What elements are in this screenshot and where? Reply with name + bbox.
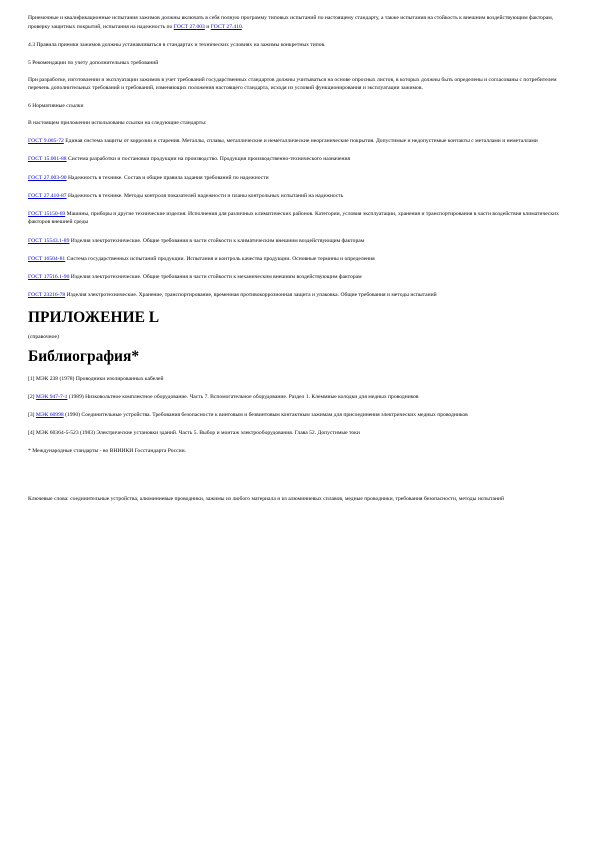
keywords: Ключевые слова: соединительные устройства, алюминиевые проводники, зажимы из любого материала и из алюминиевых сплавов, медные проводники, требования безопасности, методы испытаний (28, 495, 505, 502)
reference-link[interactable]: ГОСТ 16504-81 (28, 255, 66, 262)
bibliography-title: Библиография* (28, 348, 140, 365)
reference-item: ГОСТ 15.001-88 Система разработки и постановки продукции на производство. Продукция производственно-технического назначения (28, 156, 351, 163)
section-6-heading: 6 Нормативные ссылки (28, 103, 84, 110)
iec-60998-link[interactable]: МЭК 60998 (35, 411, 64, 418)
reference-item: ГОСТ 15543.1-89 Изделия электротехнические. Общие требования в части стойкости к климатическим внешним воздействующим факторам (28, 237, 365, 244)
reference-link[interactable]: ГОСТ 15.001-88 (28, 156, 67, 163)
reference-item: ГОСТ 16504-81 Система государственных испытаний продукции. Испытания и контроль качества продукции. Основные термины и определения (28, 255, 375, 262)
reference-link[interactable]: ГОСТ 15150-69 (28, 210, 66, 217)
reference-link[interactable]: ГОСТ 9.005-72 (28, 138, 64, 145)
reference-item: ГОСТ 15150-69 Машины, приборы и другие технические изделия. Исполнения для различных климатических районов. Категории, условия эксплуатации, хранения и транспортирования в части воздействия климатических факторов внешней среды (28, 210, 559, 226)
section-5-text: При разработке, изготовлении и эксплуатации зажимов в учет требований государственных стандартов должны учитываться на основе опросных листов, в которых должны быть определены и согласованы с потребителем перечень дополнительных требований и требований, изменяющих положения настоящего стандарта, исходя из условий функционирования и эксплуатации зажимов. (28, 76, 557, 92)
reference-link[interactable]: ГОСТ 23216-78 (28, 292, 66, 299)
reference-item: ГОСТ 17516.1-90 Изделия электротехнические. Общие требования в части стойкости к механическим внешним воздействующим факторам (28, 274, 362, 281)
reference-item: ГОСТ 23216-78 Изделия электротехнические. Хранение, транспортирование, временная противокоррозионная защита и упаковка. Общие требования и методы испытаний (28, 292, 437, 299)
appendix-note: (справочное) (28, 334, 59, 341)
section-5-heading: 5 Рекомендации по учету дополнительных требований (28, 59, 159, 66)
acceptance-tests-paragraph: Приемочные и квалификационные испытания зажимов должны включать в себя полную программу типовых испытаний по настоящему стандарту, а также испытания на стойкость к внешним воздействующим факторам, проверку защитных покрытий, испытания на надежность по ГОСТ 27.003 и ГОСТ 27.410. (28, 15, 554, 30)
bibliography-item: [2] МЭК 947-7-1 (1989) Низковольтное комплектное оборудование. Часть 7. Вспомогательное оборудование. Раздел 1. Клеммные колодки для медных проводников (28, 393, 419, 400)
gost-27-003-link[interactable]: ГОСТ 27.003 (173, 23, 205, 30)
reference-link[interactable]: ГОСТ 27.410-87 (28, 192, 67, 199)
bibliography-item: [4] МЭК 60364-5-523 (1983) Электрические установки зданий. Часть 5. Выбор и монтаж электрооборудования. Глава 52. Допустимые токи (28, 429, 360, 436)
iec-947-7-1-link[interactable]: МЭК 947-7-1 (35, 393, 68, 400)
bibliography-item: [3] МЭК 60998 (1990) Соединительные устройства. Требования безопасности к винтовым и безвинтовым контактным зажимам для присоединения электрических медных проводников (28, 411, 468, 418)
appendix-title: ПРИЛОЖЕНИЕ L (28, 309, 160, 327)
reference-item: ГОСТ 27.003-90 Надежность в технике. Состав и общие правила задания требований по надежности (28, 174, 269, 181)
reference-link[interactable]: ГОСТ 27.003-90 (28, 174, 67, 181)
reference-item: ГОСТ 27.410-87 Надежность в технике. Методы контроля показателей надежности и планы контрольных испытаний на надежность (28, 192, 344, 199)
reference-link[interactable]: ГОСТ 17516.1-90 (28, 274, 70, 281)
footnote: * Международные стандарты - во ВНИИКИ Госстандарта России. (28, 447, 187, 454)
gost-27-410-link[interactable]: ГОСТ 27.410 (210, 23, 242, 30)
acceptance-rules-paragraph: 4.3 Правила приемки зажимов должны устанавливаться в стандартах и технических условиях на зажимы конкретных типов. (28, 41, 326, 48)
document-page (28, 14, 568, 503)
reference-item: ГОСТ 9.005-72 Единая система защиты от коррозии и старения. Металлы, сплавы, металлические и неметаллические неорганические покрытия. Допустимые и недопустимые контакты с металлами и неметаллами (28, 138, 538, 145)
bibliography-item: [1] МЭК 238 (1978) Проводники изолированных кабелей (28, 376, 164, 382)
section-6-intro: В настоящем приложении использованы ссылки на следующие стандарты: (28, 119, 207, 126)
reference-link[interactable]: ГОСТ 15543.1-89 (28, 237, 70, 244)
